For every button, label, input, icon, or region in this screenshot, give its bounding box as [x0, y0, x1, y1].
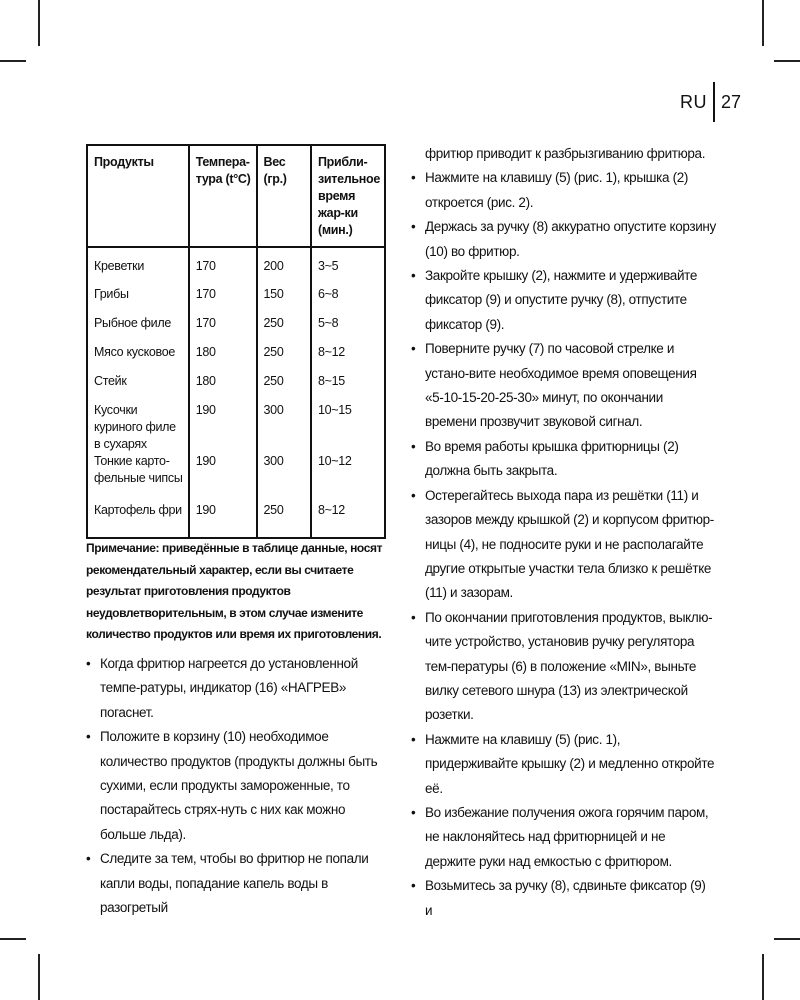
- cell-product: Кусочки куриного филе в сухарях: [94, 403, 176, 451]
- crop-mark: [762, 954, 764, 1000]
- cell-weight: 250: [257, 373, 311, 402]
- cell-temp: 170: [189, 315, 257, 344]
- cell-product: Мясо кусковое: [94, 345, 176, 359]
- cell-weight: 250: [257, 344, 311, 373]
- list-item: • Нажмите на клавишу (5) (рис. 1), придерживайте крышку (2) и медленно откройте её.: [411, 728, 716, 801]
- cell-time: 10~15: [311, 402, 385, 453]
- crop-mark: [38, 954, 40, 1000]
- page-number: 27: [721, 92, 742, 112]
- header-time: Прибли-зительное время жар-ки (мин.): [311, 145, 385, 247]
- list-item: • Положите в корзину (10) необходимое количество продуктов (продукты должны быть сухими, если продукты замороженные, то постарайтесь стрях-нуть с них как можно больше льда).: [86, 725, 391, 847]
- list-item: • Остерегайтесь выхода пара из решётки (11) и зазоров между крышкой (2) и корпусом фритюр-ницы (4), не подносите руки и не располагайте другие открытые участки тела близко к решётке (11) и зазорам.: [411, 484, 716, 606]
- header-temperature: Темпера-тура (t°C): [189, 145, 257, 247]
- cell-time: 6~8: [311, 286, 385, 315]
- list-item: • По окончании приготовления продуктов, выклю-чите устройство, установив ручку регулятора тем-пературы (6) в положение «MIN», выньте вилку сетевого шнура (13) из электрической розетки.: [411, 606, 716, 728]
- cell-time: 10~12: [311, 453, 385, 502]
- cooking-table: [86, 144, 386, 539]
- table-row: [87, 286, 385, 315]
- list-item: • Следите за тем, чтобы во фритюр не попали капли воды, попадание капель воды в разогретый: [86, 847, 391, 920]
- crop-mark: [38, 0, 40, 46]
- list-item: • Поверните ручку (7) по часовой стрелке и устано-вите необходимое время оповещения «5-10-15-20-25-30» минут, по окончании времени прозвучит звуковой сигнал.: [411, 337, 716, 435]
- table-note: Примечание: приведённые в таблице данные, носят рекомендательный характер, если вы считаете результат приготовления продуктов неудовлетворительным, в этом случае измените количество продуктов или время их приготовления.: [86, 541, 383, 641]
- cell-temp: 190: [189, 453, 257, 502]
- list-item: • Возьмитесь за ручку (8), сдвиньте фиксатор (9) и: [411, 874, 716, 923]
- cell-product: Стейк: [94, 374, 127, 388]
- cell-weight: 200: [257, 247, 311, 286]
- cell-time: 3~5: [311, 247, 385, 286]
- cell-product: Креветки: [94, 259, 144, 273]
- table-header-row: [87, 145, 385, 247]
- table-row: [87, 344, 385, 373]
- cell-weight: 300: [257, 402, 311, 453]
- crop-mark: [0, 938, 26, 940]
- header-weight: Вес (гр.): [257, 145, 311, 247]
- list-item: • Во избежание получения ожога горячим паром, не наклоняйтесь над фритюрницей и не держите руки над емкостью с фритюром.: [411, 801, 716, 874]
- table-row: [87, 247, 385, 286]
- cell-time: 5~8: [311, 315, 385, 344]
- instruction-list-right: [411, 142, 716, 923]
- instruction-list-left: [86, 652, 391, 920]
- cell-temp: 180: [189, 373, 257, 402]
- cell-temp: 170: [189, 247, 257, 286]
- crop-mark: [774, 938, 800, 940]
- crop-mark: [774, 60, 800, 62]
- table-row: [87, 373, 385, 402]
- table-row: [87, 315, 385, 344]
- cell-weight: 250: [257, 502, 311, 538]
- cell-temp: 190: [189, 502, 257, 538]
- crop-mark: [762, 0, 764, 46]
- list-item: • Держась за ручку (8) аккуратно опустите корзину (10) во фритюр.: [411, 215, 716, 264]
- cell-temp: 170: [189, 286, 257, 315]
- table-row: [87, 502, 385, 538]
- cell-product: Тонкие карто-фельные чипсы: [94, 454, 183, 485]
- cell-time: 8~15: [311, 373, 385, 402]
- table-row: [87, 453, 385, 502]
- cell-time: 8~12: [311, 502, 385, 538]
- cell-weight: 300: [257, 453, 311, 502]
- cell-temp: 190: [189, 402, 257, 453]
- cell-product: Рыбное филе: [94, 316, 171, 330]
- cell-time: 8~12: [311, 344, 385, 373]
- header-products: Продукты: [87, 145, 189, 247]
- list-item: • Когда фритюр нагреется до установленной темпе-ратуры, индикатор (16) «НАГРЕВ» погаснет.: [86, 652, 391, 725]
- list-item-continuation: фритюр приводит к разбрызгиванию фритюра.: [425, 146, 706, 161]
- list-item: • Нажмите на клавишу (5) (рис. 1), крышка (2) откроется (рис. 2).: [411, 166, 716, 215]
- header-divider: [713, 82, 715, 122]
- list-item: • Во время работы крышка фритюрницы (2) должна быть закрыта.: [411, 435, 716, 484]
- crop-mark: [0, 60, 26, 62]
- cell-product: Грибы: [94, 287, 129, 301]
- table-row: [87, 402, 385, 453]
- cell-temp: 180: [189, 344, 257, 373]
- cell-weight: 250: [257, 315, 311, 344]
- cell-weight: 150: [257, 286, 311, 315]
- cell-product: Картофель фри: [94, 503, 182, 517]
- list-item: • Закройте крышку (2), нажмите и удерживайте фиксатор (9) и опустите ручку (8), отпустите фиксатор (9).: [411, 264, 716, 337]
- language-code: RU: [680, 92, 707, 112]
